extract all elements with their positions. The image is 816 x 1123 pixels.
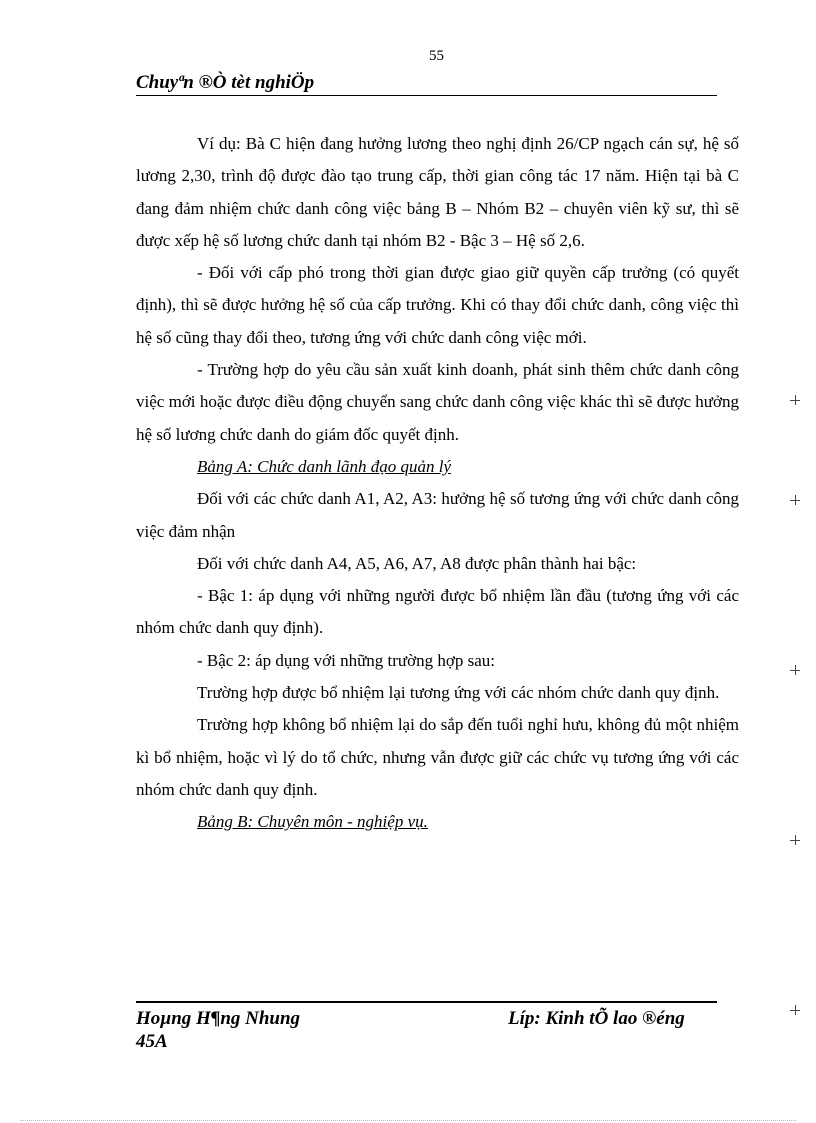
page-number: 55 (429, 48, 444, 64)
paragraph-reappointed: Trường hợp được bổ nhiệm lại tương ứng với các nhóm chức danh quy định. (197, 683, 720, 703)
page-bottom-border (20, 1120, 796, 1121)
paragraph-a4-a8: Đối với chức danh A4, A5, A6, A7, A8 được phân thành hai bậc: (197, 553, 637, 573)
section-heading-table-b: Bảng B: Chuyên môn - nghiệp vụ. (197, 812, 428, 832)
paragraph-deputy: - Đối với cấp phó trong thời gian được giao giữ quyền cấp trưởng (có quyết định), thì sẽ được hưởng hệ số của cấp trưởng. Khi có thay đổi chức danh, công việc thì hệ số cũng thay đổi theo, tương ứng với chức danh công việc mới. (136, 263, 739, 347)
footer-author: Hoµng H¶ng Nhung (136, 1008, 301, 1029)
footer-rule (136, 1001, 717, 1003)
footer-cohort: 45A (136, 1031, 168, 1052)
footer-class: Líp: Kinh tÕ lao ®éng (508, 1008, 685, 1029)
header-title: Chuyªn ®Ò tèt nghiÖp (136, 72, 315, 93)
section-heading-table-a: Bảng A: Chức danh lãnh đạo quản lý (197, 456, 452, 476)
crop-mark (795, 495, 796, 505)
crop-mark (795, 395, 796, 405)
paragraph-level-1: - Bậc 1: áp dụng với những người được bổ nhiệm lần đầu (tương ứng với các nhóm chức danh quy định). (136, 586, 739, 638)
header-rule (136, 95, 717, 96)
crop-mark (795, 835, 796, 845)
paragraph-level-2: - Bậc 2: áp dụng với những trường hợp sau: (197, 650, 495, 670)
paragraph-new-position: - Trường hợp do yêu cầu sản xuất kinh doanh, phát sinh thêm chức danh công việc mới hoặc được điều động chuyển sang chức danh công việc khác thì sẽ được hưởng hệ số lương chức danh do giám đốc quyết định. (136, 360, 739, 444)
crop-mark (795, 1005, 796, 1015)
crop-mark (795, 665, 796, 675)
paragraph-example: Ví dụ: Bà C hiện đang hưởng lương theo nghị định 26/CP ngạch cán sự, hệ số lương 2,30, trình độ được đào tạo trung cấp, thời gian công tác 17 năm. Hiện tại bà C đang đảm nhiệm chức danh công việc bảng B – Nhóm B2 – chuyên viên kỹ sư, thì sẽ được xếp hệ số lương chức danh tại nhóm B2 - Bậc 3 – Hệ số 2,6. (136, 134, 739, 250)
document-body (136, 128, 739, 839)
paragraph-not-reappointed: Trường hợp không bổ nhiệm lại do sắp đến tuổi nghỉ hưu, không đủ một nhiệm kì bổ nhiệm, hoặc vì lý do tổ chức, nhưng vẫn được giữ các chức vụ tương ứng với các nhóm chức danh quy định. (136, 715, 739, 799)
paragraph-a1-a3: Đối với các chức danh A1, A2, A3: hưởng hệ số tương ứng với chức danh công việc đảm nhận (136, 489, 739, 541)
